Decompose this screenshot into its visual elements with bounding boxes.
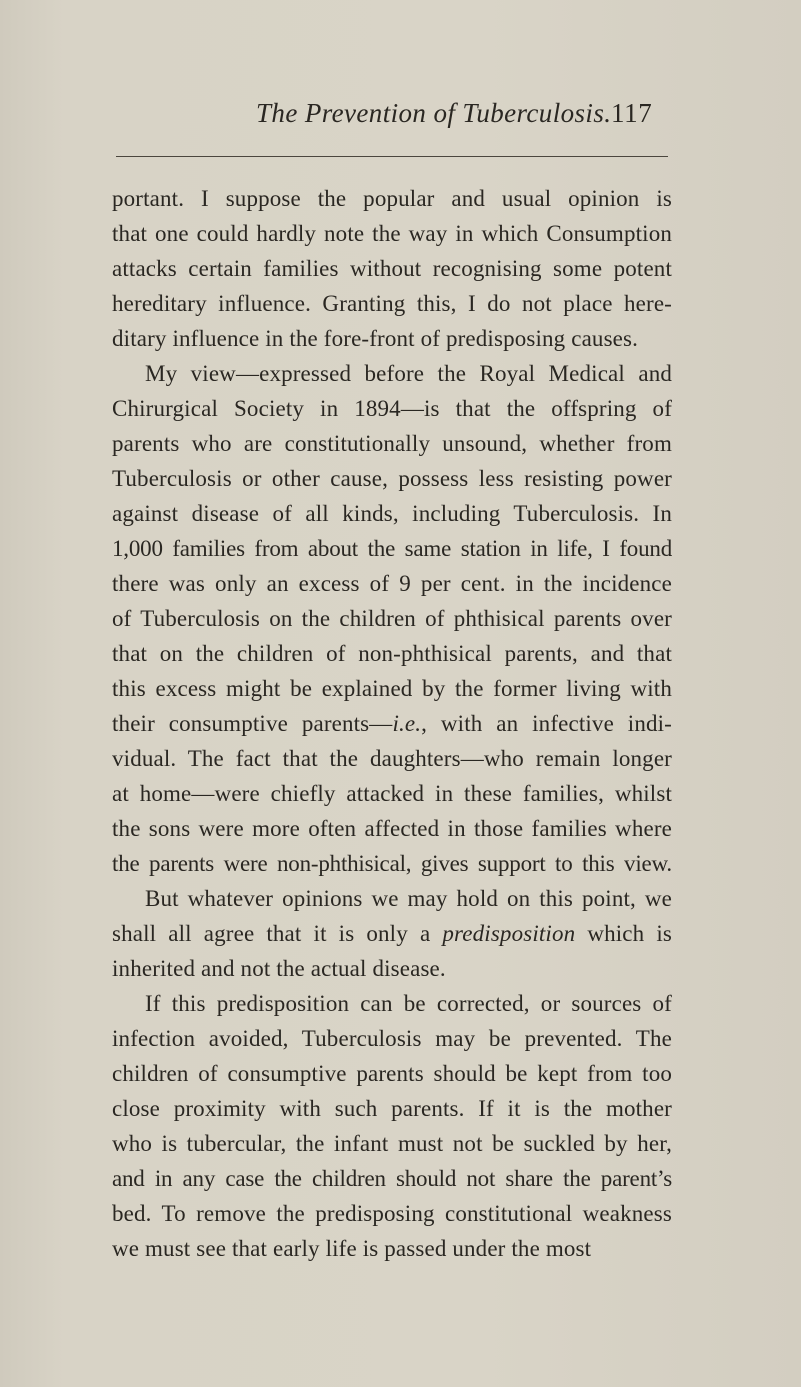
text-line [112, 916, 672, 951]
text-line [112, 1126, 672, 1161]
text-segment: vidual. The fact that the daughters—who remain longer [112, 746, 672, 771]
page-header [0, 98, 801, 138]
text-segment: against disease of all kinds, including Tuberculosis. In [112, 501, 672, 526]
text-segment: at home—were chiefly attacked in these families, whilst [112, 781, 672, 806]
text-line [112, 741, 672, 776]
text-line [112, 1196, 672, 1231]
text-line [112, 1091, 672, 1126]
text-segment: we must see that early life is passed under the most [112, 1236, 592, 1261]
text-line [112, 811, 672, 846]
text-line [112, 251, 672, 286]
text-line [112, 706, 672, 741]
page-number: 117 [611, 98, 653, 128]
text-line [112, 1056, 672, 1091]
text-segment: Tuberculosis or other cause, possess less resisting power [112, 466, 672, 491]
text-line [112, 356, 672, 391]
text-segment: portant. I suppose the popular and usual opinion is [112, 186, 672, 211]
text-segment: parents who are constitutionally unsound, whether from [112, 431, 672, 456]
text-line [112, 846, 672, 881]
text-segment: of Tuberculosis on the children of phthisical parents over [112, 606, 672, 631]
text-segment: My view—expressed before the Royal Medical and [145, 361, 672, 386]
text-line [112, 461, 672, 496]
text-segment: close proximity with such parents. If it is the mother [112, 1096, 672, 1121]
text-segment: ditary influence in the fore-front of predisposing causes. [112, 326, 639, 351]
text-line [112, 566, 672, 601]
text-line [112, 776, 672, 811]
text-segment: bed. To remove the predisposing constitutional weakness [112, 1201, 672, 1226]
text-line [112, 1161, 672, 1196]
body-text [112, 181, 672, 1266]
text-line [112, 531, 672, 566]
text-line [112, 636, 672, 671]
text-segment: the sons were more often affected in those families where [112, 816, 672, 841]
italic-text: i.e. [392, 711, 422, 736]
text-segment: the parents were non-phthisical, gives support to this view. [112, 851, 672, 876]
text-segment: infection avoided, Tuberculosis may be prevented. The [112, 1026, 672, 1051]
text-segment: shall all agree that it is only a [112, 921, 443, 946]
text-line [112, 321, 672, 356]
text-line [112, 216, 672, 251]
text-segment: 1,000 families from about the same station in life, I found [112, 536, 672, 561]
text-line [112, 1021, 672, 1056]
text-line [112, 426, 672, 461]
text-segment: If this predisposition can be corrected, or sources of [145, 991, 672, 1016]
text-line [112, 1231, 672, 1266]
text-segment: hereditary influence. Granting this, I do not place here- [112, 291, 672, 316]
text-segment: , with an infective indi- [421, 711, 672, 736]
text-segment: that on the children of non-phthisical parents, and that [112, 641, 672, 666]
text-segment: attacks certain families without recognising some potent [112, 256, 672, 281]
text-line [112, 496, 672, 531]
text-segment: their consumptive parents— [112, 711, 393, 736]
text-line [112, 986, 672, 1021]
text-segment: and in any case the children should not share the parent’s [112, 1166, 672, 1191]
header-rule [116, 156, 668, 157]
text-segment: But whatever opinions we may hold on this point, we [145, 886, 672, 911]
text-line [112, 671, 672, 706]
italic-text: predisposition [442, 921, 576, 946]
text-line [112, 391, 672, 426]
text-segment: who is tubercular, the infant must not be suckled by her, [112, 1131, 672, 1156]
text-segment: which is [575, 921, 672, 946]
text-segment: this excess might be explained by the former living with [112, 676, 672, 701]
text-segment: children of consumptive parents should be kept from too [112, 1061, 672, 1086]
text-line [112, 951, 672, 986]
running-title: The Prevention of Tuberculosis. [256, 98, 612, 128]
text-segment: that one could hardly note the way in which Consumption [112, 221, 672, 246]
text-segment: Chirurgical Society in 1894—is that the offspring of [112, 396, 672, 421]
text-segment: inherited and not the actual disease. [112, 956, 446, 981]
text-line [112, 286, 672, 321]
text-line [112, 181, 672, 216]
text-line [112, 881, 672, 916]
text-segment: there was only an excess of 9 per cent. in the incidence [112, 571, 672, 596]
text-line [112, 601, 672, 636]
